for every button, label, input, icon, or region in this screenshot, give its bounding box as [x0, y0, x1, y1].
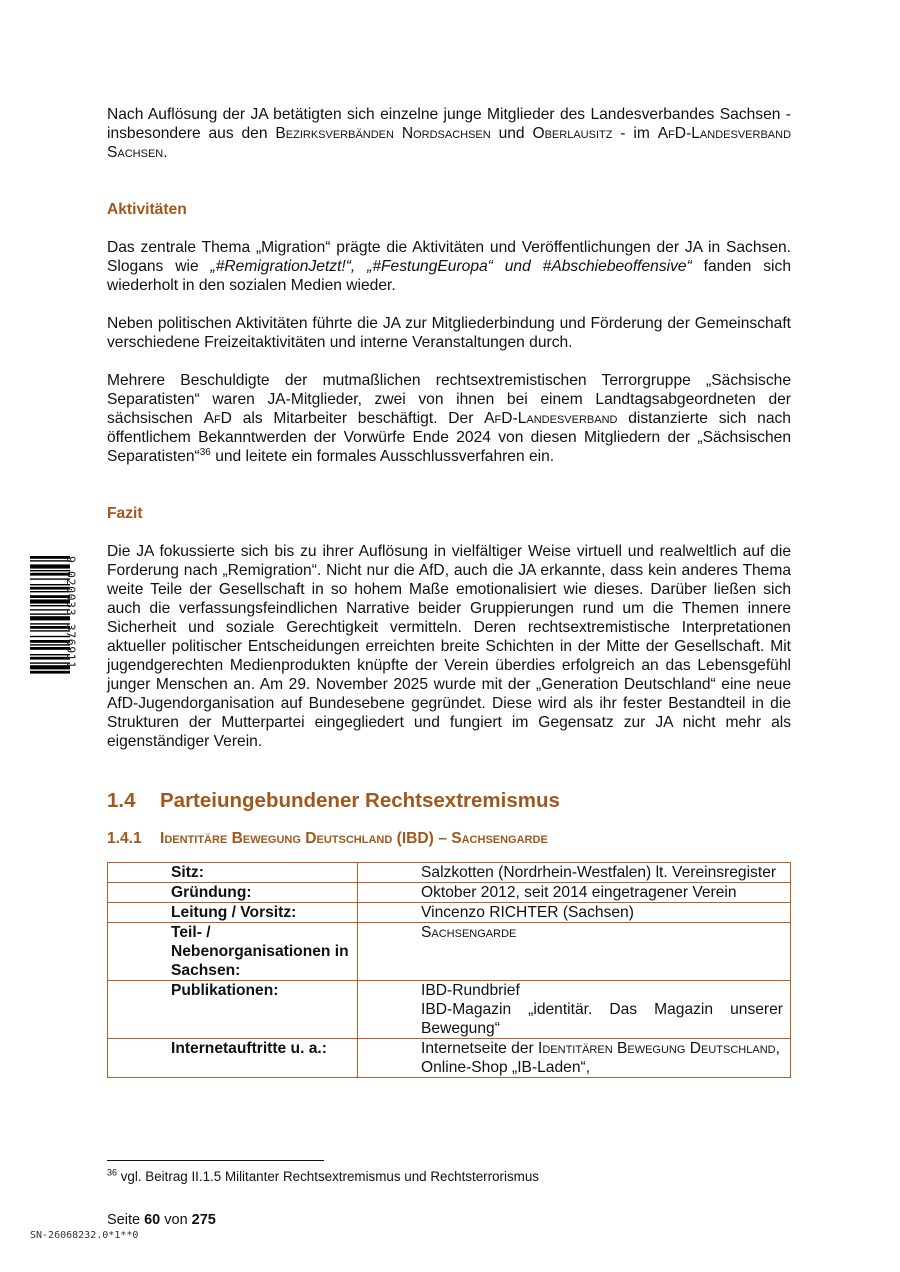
subsection-heading	[107, 829, 791, 848]
footnote-divider	[107, 1160, 324, 1161]
footnote-ref[interactable]: 36	[199, 446, 211, 458]
slogans: „#RemigrationJetzt!“, „#FestungEuropa“ und #Abschiebeoffensive“	[210, 258, 692, 275]
text: Das zentrale Thema „Migration“ prägte die Aktivitäten und Veröffentlichungen der JA in Sachsen. Slogans wie	[107, 239, 791, 275]
aktivitaeten-paragraph-3	[107, 371, 791, 466]
text: .	[163, 144, 168, 161]
table-value: Oktober 2012, seit 2014 eingetragener Verein	[358, 883, 791, 903]
org-name: AfD	[203, 410, 232, 427]
org-name: Oberlausitz	[532, 125, 613, 142]
footnote	[107, 1168, 539, 1185]
table-key: Publikationen:	[108, 981, 358, 1039]
barcode-digits	[62, 556, 80, 716]
table-row	[108, 883, 791, 903]
table-value: Sachsengarde	[358, 923, 791, 981]
text: distanzierte sich nach öffentlichem Bekanntwerden der Vorwürfe Ende 2024 von diesen Mitgliedern der „Sächsischen Separatisten“	[107, 410, 791, 465]
page-sep: von	[160, 1212, 192, 1228]
section-number: 1.4	[107, 789, 136, 812]
document-code: SN-26068232.0*1**0	[30, 1230, 139, 1241]
table-row	[108, 903, 791, 923]
text: Nach Auflösung der JA betätigten sich einzelne junge Mitglieder des Landesverbandes Sachsen - insbesondere aus den	[107, 106, 791, 142]
publication: IBD-Rundbrief	[421, 982, 520, 999]
footnote-number: 36	[107, 1167, 118, 1178]
text: fanden sich wiederholt in den sozialen Medien wieder.	[107, 258, 791, 294]
page-current: 60	[144, 1212, 161, 1228]
organization-info-table	[107, 862, 791, 1078]
table-key: Gründung:	[108, 883, 358, 903]
table-key: Leitung / Vorsitz:	[108, 903, 358, 923]
footnote-text: vgl. Beitrag II.1.5 Militanter Rechtsextremismus und Rechtsterrorismus	[117, 1169, 539, 1184]
text: und	[490, 125, 533, 142]
document-body	[107, 105, 791, 1078]
org-name: AfD-Landesverband	[484, 410, 618, 427]
table-value	[358, 981, 791, 1039]
intro-paragraph	[107, 105, 791, 162]
text: Internetseite der	[421, 1040, 539, 1057]
subsection-number: 1.4.1	[107, 830, 142, 847]
table-row	[108, 863, 791, 883]
table-value: Salzkotten (Nordrhein-Westfalen) lt. Vereinsregister	[358, 863, 791, 883]
table-value: Vincenzo RICHTER (Sachsen)	[358, 903, 791, 923]
org-name: Identitären Bewegung Deutschland	[538, 1040, 776, 1057]
page-number	[107, 1212, 216, 1228]
org-name: AfD-Landesverband Sachsen	[107, 125, 792, 161]
heading-fazit: Fazit	[107, 505, 143, 522]
text: - im	[612, 125, 658, 142]
heading-aktivitaeten: Aktivitäten	[107, 201, 187, 218]
text: und leitete ein formales Ausschlussverfahren ein.	[210, 448, 555, 465]
fazit-paragraph: Die JA fokussierte sich bis zu ihrer Auflösung in vielfältiger Weise virtuell und realweltlich auf die Forderung nach „Remigration“. Nicht nur die AfD, auch die JA erkannte, dass kein anderes Thema weite Teile der Gesellschaft in so hohem Maße emotionalisiert wie dieses. Darüber ließen sich auch die verfassungsfeindlichen Narrative beider Gruppierungen rund um die Themen innere Sicherheit und soziale Gerechtigkeit vermitteln. Deren rechtsextremistische Interpretationen aktueller politischer Entscheidungen erreichten breite Schichten in der Mitte der Gesellschaft. Mit jugendgerechten Medienprodukten knüpfte der Verein überdies erfolgreich an das Lebensgefühl junger Menschen an. Am 29. November 2025 wurde mit der „Generation Deutschland“ eine neue AfD-Jugendorganisation auf Bundesebene gegründet. Diese wird als ihr fester Bestandteil in die Strukturen der Mutterpartei eingegliedert und fungiert im Gegensatz zur JA nicht mehr als eigenständiger Verein.	[107, 543, 791, 750]
table-row	[108, 981, 791, 1039]
table-row	[108, 923, 791, 981]
org-name: Bezirksverbänden Nordsachsen	[275, 125, 491, 142]
barcode-number: 9 020033 376911	[64, 556, 78, 669]
aktivitaeten-paragraph-2: Neben politischen Aktivitäten führte die JA zur Mitgliederbindung und Förderung der Gemeinschaft verschiedene Freizeitaktivitäten und interne Veranstaltungen durch.	[107, 315, 791, 351]
section-heading	[107, 789, 791, 813]
text: , Online-Shop „IB-Laden“,	[421, 1040, 780, 1076]
table-row	[108, 1039, 791, 1078]
table-value	[358, 1039, 791, 1078]
table-key: Internetauftritte u. a.:	[108, 1039, 358, 1078]
text: als Mitarbeiter beschäftigt. Der	[231, 410, 485, 427]
table-key: Sitz:	[108, 863, 358, 883]
subsection-title: Identitäre Bewegung Deutschland (IBD) – Sachsengarde	[160, 830, 548, 847]
section-title: Parteiungebundener Rechtsextremismus	[160, 789, 560, 812]
publication: IBD-Magazin „identitär. Das Magazin unserer Bewegung“	[421, 1001, 783, 1037]
aktivitaeten-paragraph-1	[107, 238, 791, 295]
table-key: Teil- / Nebenorganisationen in Sachsen:	[108, 923, 358, 981]
text: Mehrere Beschuldigte der mutmaßlichen rechtsextremistischen Terrorgruppe „Sächsische Separatisten“ waren JA-Mitglieder, zwei von ihnen bei einem Landtagsabgeordneten der sächsischen	[107, 372, 791, 427]
page-label: Seite	[107, 1212, 145, 1228]
page-total: 275	[191, 1212, 216, 1228]
